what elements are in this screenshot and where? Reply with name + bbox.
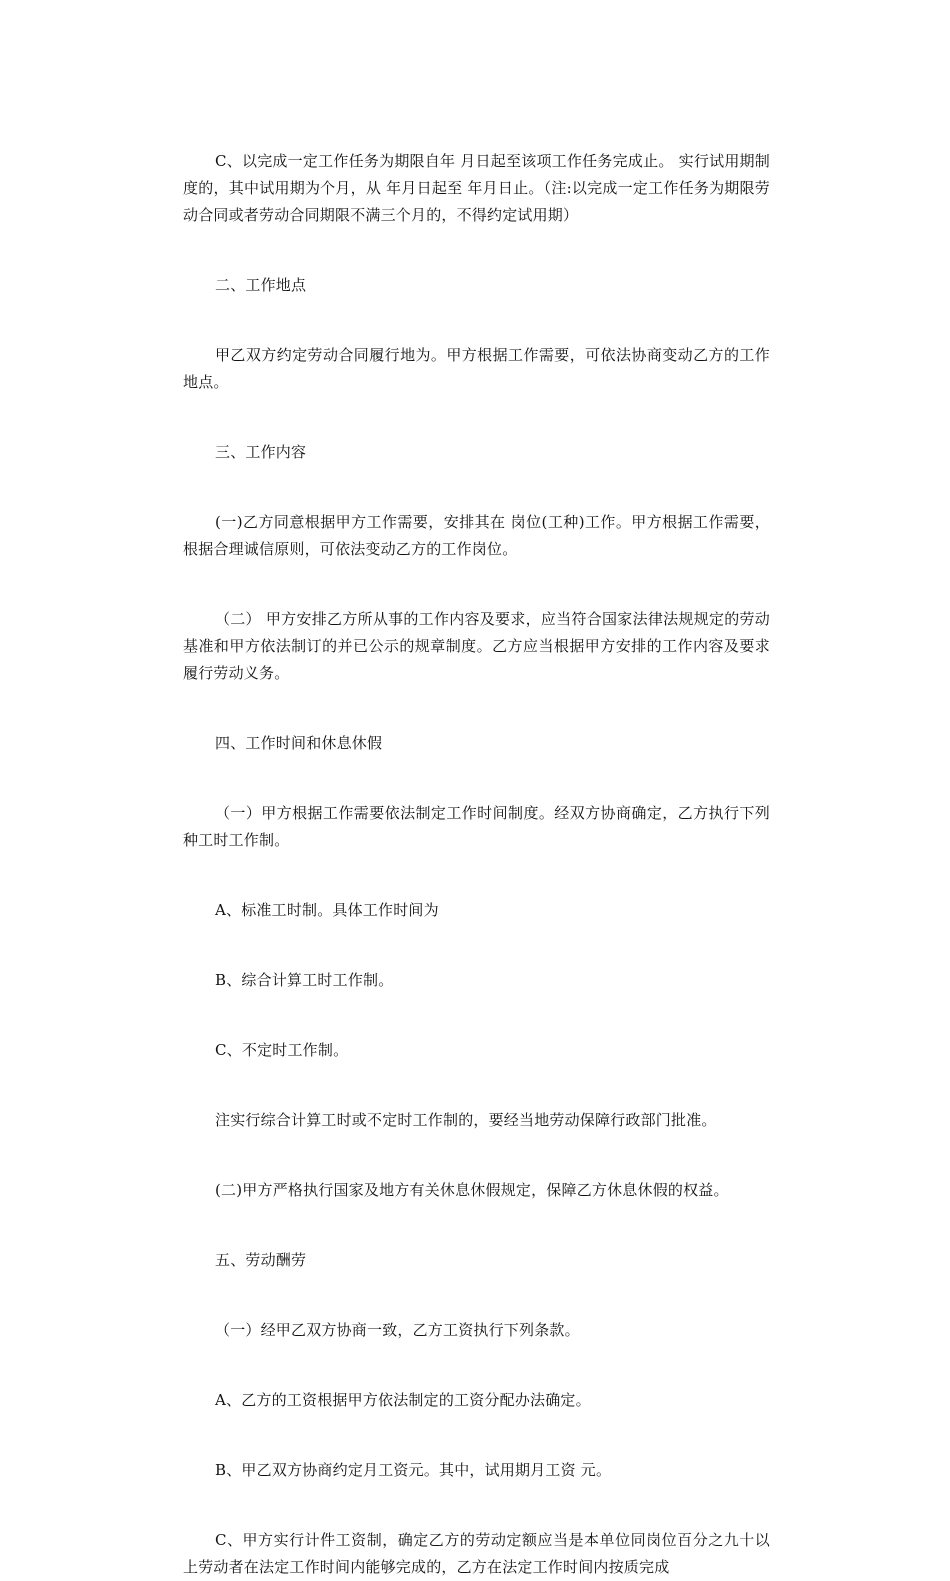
list-item-comprehensive-hours: B、综合计算工时工作制。 [215, 971, 394, 989]
list-item-flexible-hours: C、不定时工作制。 [215, 1041, 349, 1059]
note-approval: 注实行综合计算工时或不定时工作制的，要经当地劳动保障行政部门批准。 [215, 1111, 717, 1129]
heading-work-hours: 四、工作时间和休息休假 [215, 734, 383, 752]
list-item-wage-c: C、甲方实行计件工资制，确定乙方的劳动定额应当是本单位同岗位百分之九十以上劳动者在法定工作时间内能够完成的，乙方在法定工作时间内按质完成 [183, 1531, 770, 1576]
list-item-standard-hours: A、标准工时制。具体工作时间为 [215, 901, 439, 919]
document-body [183, 148, 770, 1581]
heading-work-content: 三、工作内容 [215, 443, 307, 461]
paragraph-work-content-1: (一)乙方同意根据甲方工作需要，安排其在 岗位(工种)工作。甲方根据工作需要，根据合理诚信原则，可依法变动乙方的工作岗位。 [183, 513, 770, 558]
heading-remuneration: 五、劳动酬劳 [215, 1251, 307, 1269]
paragraph-work-hours-1: （一）甲方根据工作需要依法制定工作时间制度。经双方协商确定，乙方执行下列 种工时工作制。 [183, 804, 770, 849]
paragraph-rest-leave: (二)甲方严格执行国家及地方有关休息休假规定，保障乙方休息休假的权益。 [215, 1181, 729, 1199]
list-item-wage-a: A、乙方的工资根据甲方依法制定的工资分配办法确定。 [215, 1391, 591, 1409]
paragraph-remuneration-1: （一）经甲乙双方协商一致，乙方工资执行下列条款。 [215, 1321, 580, 1339]
paragraph-work-location: 甲乙双方约定劳动合同履行地为。甲方根据工作需要，可依法协商变动乙方的工作地点。 [183, 346, 770, 391]
paragraph-term-c: C、以完成一定工作任务为期限自年 月日起至该项工作任务完成止。 实行试用期制度的，其中试用期为个月，从 年月日起至 年月日止。（注:以完成一定工作任务为期限劳动合同或者劳动合同期限不满三个月的，不得约定试用期） [183, 152, 770, 224]
heading-work-location: 二、工作地点 [215, 276, 307, 294]
list-item-wage-b: B、甲乙双方协商约定月工资元。其中，试用期月工资 元。 [215, 1461, 612, 1479]
paragraph-work-content-2: （二） 甲方安排乙方所从事的工作内容及要求，应当符合国家法律法规规定的劳动基准和甲方依法制订的并已公示的规章制度。乙方应当根据甲方安排的工作内容及要求履行劳动义务。 [183, 610, 770, 682]
